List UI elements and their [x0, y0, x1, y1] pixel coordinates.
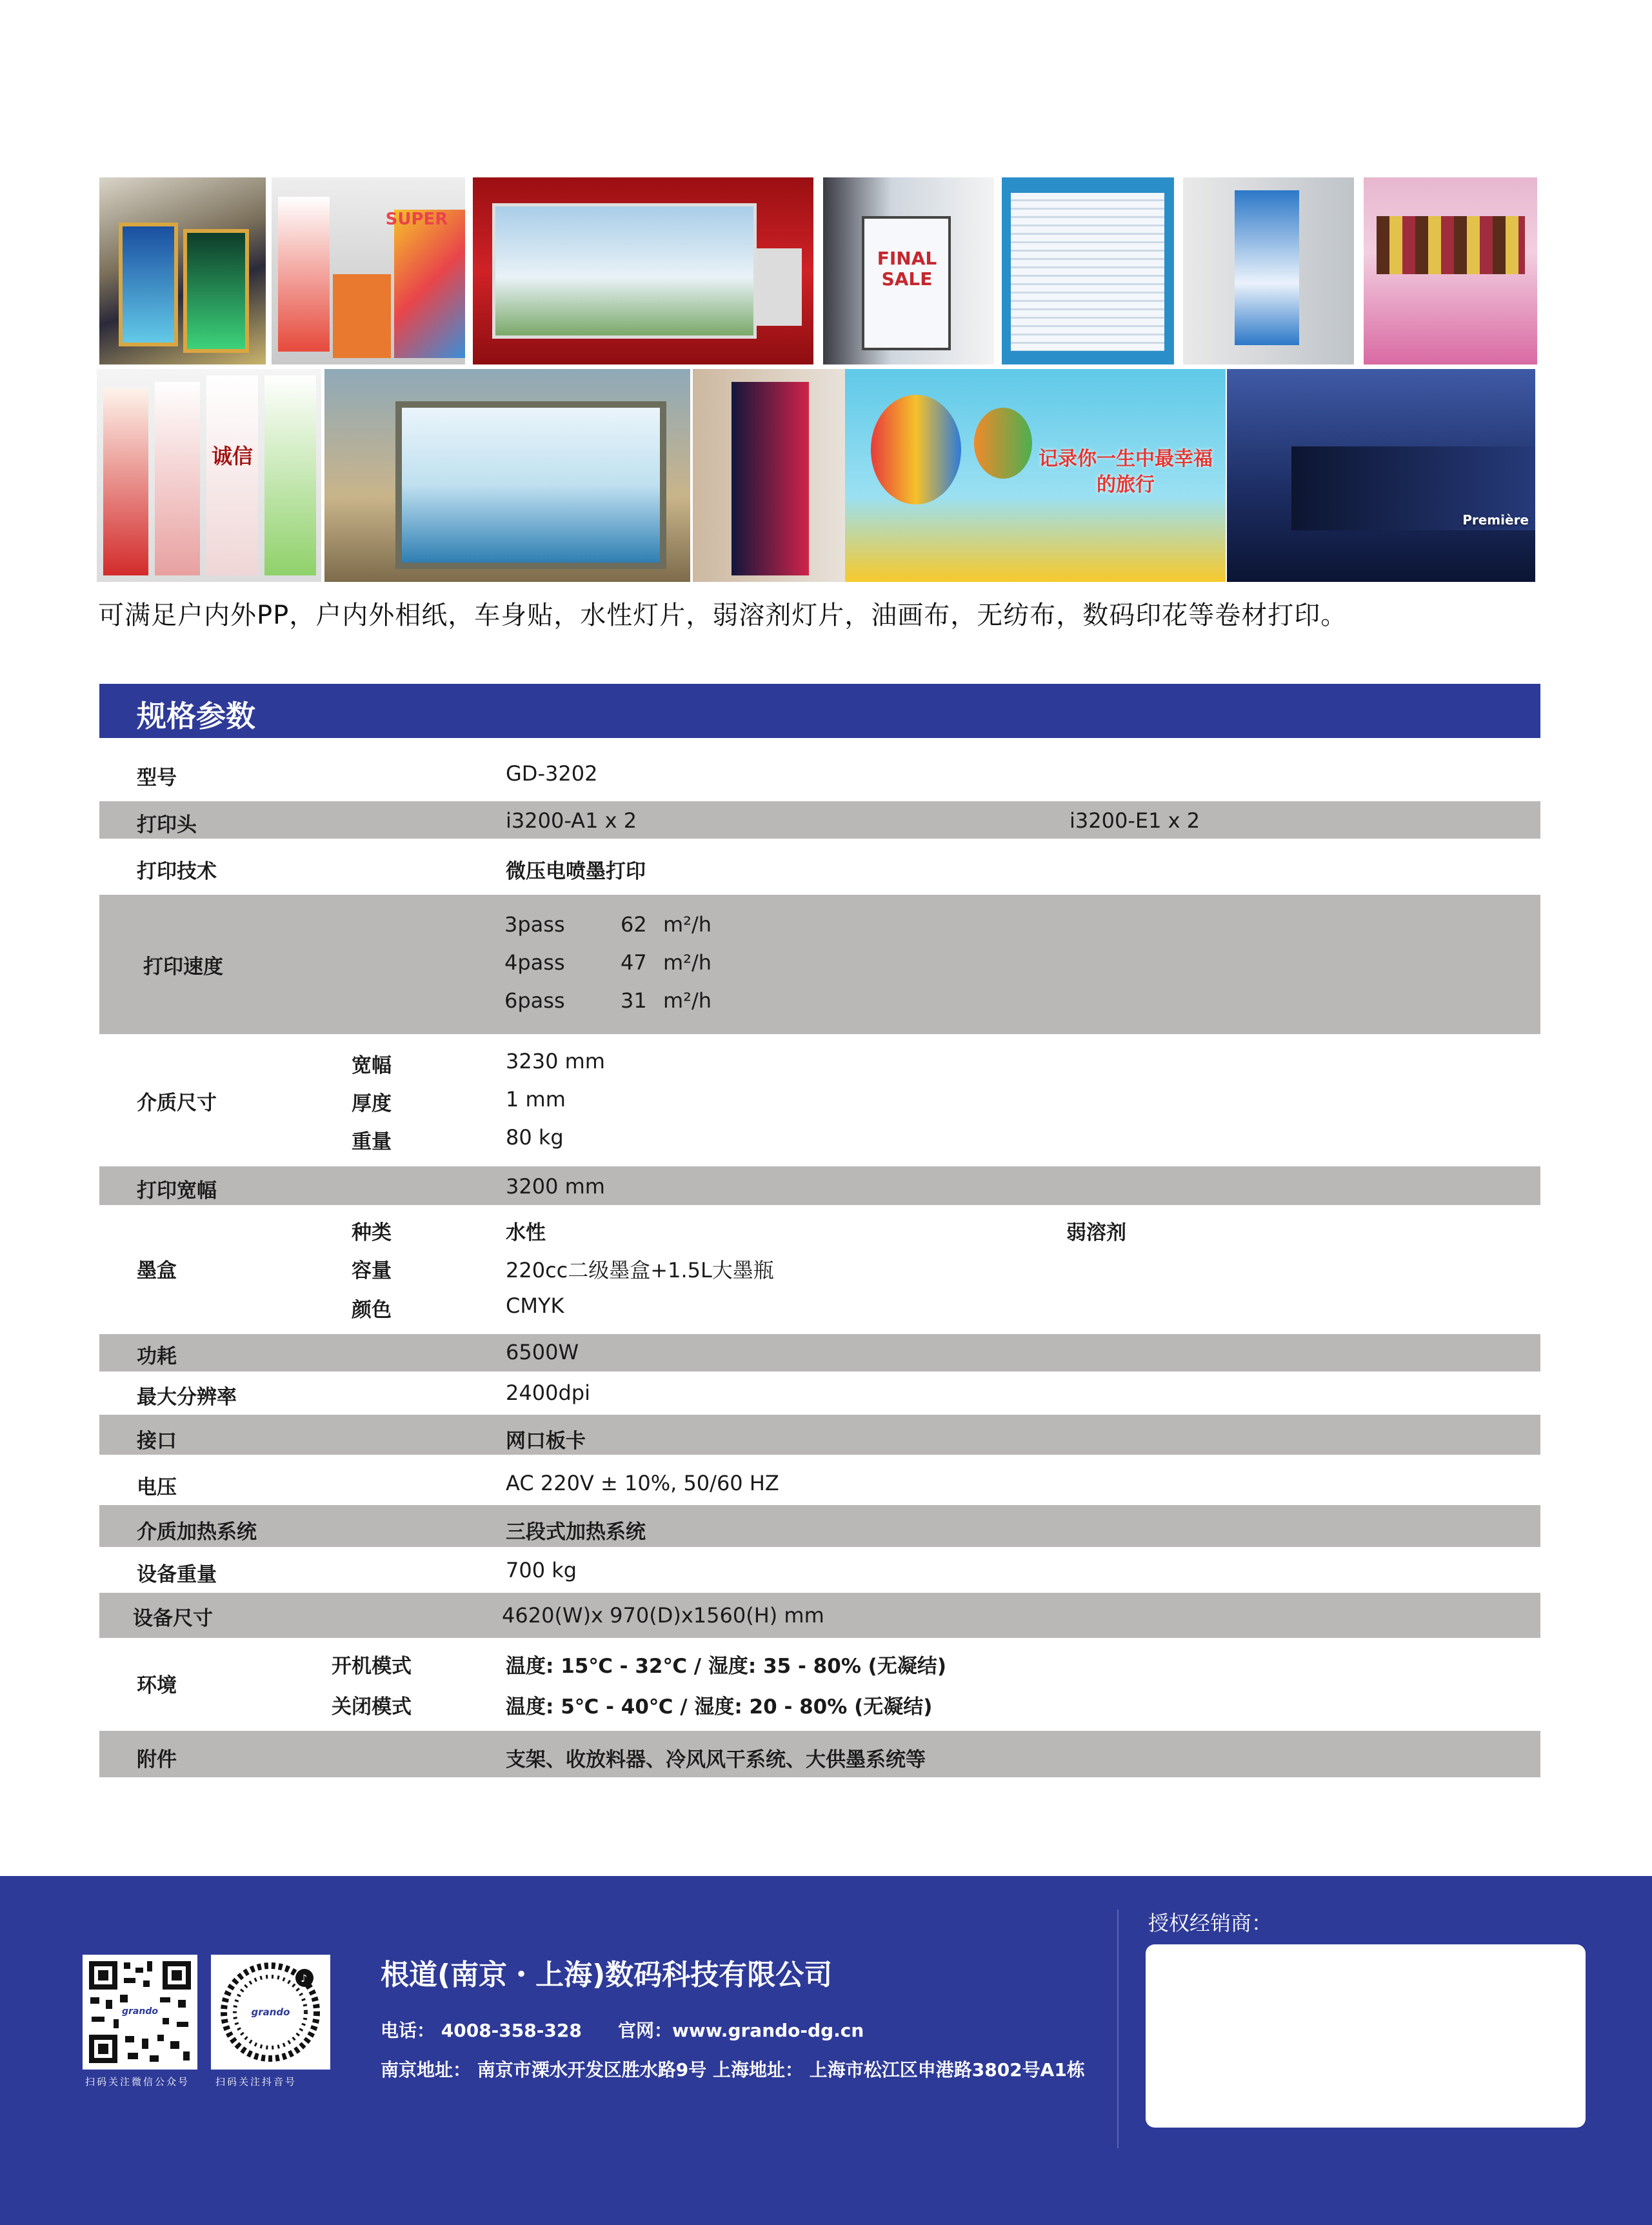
- spec-value-resolution: 2400dpi: [506, 1381, 590, 1405]
- company-name: 根道(南京・上海)数码科技有限公司: [381, 1959, 833, 1991]
- spec-label-environment: 环境: [137, 1674, 177, 1697]
- dealer-label: 授权经销商：: [1148, 1911, 1273, 1935]
- photo-label-final-sale: FINAL SALE: [877, 248, 937, 290]
- photo-label-super: SUPER: [385, 210, 448, 229]
- photo-rollup-banner-booth: [272, 177, 465, 364]
- ink-value-type-a: 水性: [506, 1221, 546, 1244]
- photo-label-premiere: Première: [1462, 512, 1529, 528]
- photo-label-chengxin: 诚信: [211, 444, 253, 468]
- douyin-qr-caption: 扫码关注抖音号: [215, 2076, 297, 2088]
- row-band-print-speed: [99, 895, 1540, 1034]
- env-sub-on: 开机模式: [332, 1655, 412, 1678]
- spec-label-print-tech: 打印技术: [137, 860, 217, 883]
- env-value-off: 温度: 5℃ - 40℃ / 湿度: 20 - 80% (无凝结): [506, 1695, 933, 1719]
- photo-wall-lightbox: [473, 177, 813, 364]
- ink-sub-capacity: 容量: [352, 1259, 392, 1282]
- photo-notice-board: [1002, 177, 1174, 364]
- company-website[interactable]: 官网：www.grando-dg.cn: [618, 2020, 864, 2041]
- speed-pass-2: 4pass: [504, 950, 565, 975]
- speed-unit-1: m²/h: [663, 912, 712, 937]
- spec-value-model: GD-3202: [506, 761, 598, 786]
- media-sub-width: 宽幅: [352, 1054, 392, 1077]
- wechat-qr-caption: 扫码关注微信公众号: [85, 2076, 190, 2088]
- photo-balloon-wall: [845, 369, 1226, 582]
- speed-pass-1: 3pass: [504, 912, 565, 937]
- svg-text:♪: ♪: [301, 1972, 308, 1984]
- ink-sub-type: 种类: [352, 1221, 392, 1244]
- speed-value-2: 47: [621, 950, 647, 975]
- media-value-width: 3230 mm: [506, 1049, 605, 1073]
- speed-unit-3: m²/h: [663, 988, 712, 1013]
- row-band-heating: [99, 1505, 1540, 1547]
- photo-label-balloon-slogan: 记录你一生中最幸福的旅行: [1039, 448, 1213, 496]
- spec-label-print-head: 打印头: [137, 813, 197, 837]
- spec-value-print-head-b: i3200-E1 x 2: [1070, 808, 1200, 833]
- spec-value-interface: 网口板卡: [506, 1430, 586, 1453]
- spec-value-print-tech: 微压电喷墨打印: [506, 860, 646, 883]
- spec-label-power: 功耗: [137, 1345, 177, 1368]
- spec-value-heating: 三段式加热系统: [506, 1521, 646, 1544]
- company-phone: 电话： 4008-358-328: [381, 2020, 582, 2041]
- row-band-interface: [99, 1415, 1540, 1455]
- spec-value-weight: 700 kg: [506, 1558, 577, 1582]
- photo-box-display: [693, 369, 845, 582]
- spec-label-voltage: 电压: [137, 1476, 177, 1499]
- spec-label-resolution: 最大分辨率: [137, 1386, 237, 1409]
- spec-label-model: 型号: [137, 766, 177, 790]
- spec-label-weight: 设备重量: [137, 1563, 217, 1586]
- ink-value-capacity: 220cc二级墨盒+1.5L大墨瓶: [506, 1258, 774, 1282]
- spec-value-accessories: 支架、收放料器、冷风风干系统、大供墨系统等: [506, 1748, 926, 1771]
- media-sub-weight: 重量: [352, 1130, 392, 1153]
- photo-poster-stands: [99, 177, 266, 364]
- douyin-qr-brand: grando: [251, 2006, 290, 2018]
- spec-label-accessories: 附件: [137, 1748, 177, 1771]
- speed-pass-3: 6pass: [504, 988, 565, 1013]
- spec-header: [99, 684, 1540, 738]
- company-address: 南京地址： 南京市溧水开发区胜水路9号 上海地址： 上海市松江区申港路3802号A1栋: [381, 2059, 1085, 2080]
- env-sub-off: 关闭模式: [332, 1695, 412, 1719]
- spec-value-voltage: AC 220V ± 10%, 50/60 HZ: [506, 1471, 779, 1495]
- spec-label-size: 设备尺寸: [133, 1607, 213, 1630]
- spec-value-print-width: 3200 mm: [506, 1174, 605, 1199]
- footer-divider: [1117, 1910, 1119, 2148]
- spec-title: 规格参数: [137, 699, 255, 733]
- speed-value-3: 31: [621, 988, 647, 1013]
- spec-label-media-size: 介质尺寸: [137, 1092, 217, 1115]
- env-value-on: 温度: 15℃ - 32℃ / 湿度: 35 - 80% (无凝结): [506, 1655, 947, 1678]
- media-sub-thickness: 厚度: [352, 1092, 392, 1115]
- photo-final-sale: [823, 177, 994, 364]
- ink-value-type-b: 弱溶剂: [1066, 1221, 1126, 1244]
- douyin-qr-code[interactable]: [211, 1955, 330, 2070]
- ink-sub-color: 颜色: [352, 1299, 392, 1322]
- photo-chinese-banners: [97, 369, 321, 582]
- spec-value-size: 4620(W)x 970(D)x1560(H) mm: [502, 1603, 824, 1628]
- gallery-caption: 可满足户内外PP，户内外相纸，车身贴，水性灯片，弱溶剂灯片，油画布，无纺布，数码印花等卷材打印。: [98, 601, 1348, 630]
- media-value-thickness: 1 mm: [506, 1087, 566, 1112]
- spec-value-power: 6500W: [506, 1340, 579, 1364]
- media-value-weight: 80 kg: [506, 1125, 564, 1150]
- ink-value-color: CMYK: [506, 1293, 564, 1318]
- spec-label-ink: 墨盒: [137, 1259, 177, 1282]
- row-band-print-width: [99, 1166, 1540, 1205]
- photo-vehicle-night: [1227, 369, 1535, 582]
- photo-x-banner: [1183, 177, 1354, 364]
- wechat-qr-brand: grando: [122, 2006, 158, 2017]
- speed-unit-2: m²/h: [663, 950, 712, 975]
- spec-value-print-head-a: i3200-A1 x 2: [506, 808, 637, 833]
- row-band-print-head: [99, 801, 1540, 839]
- row-band-power: [99, 1334, 1540, 1372]
- spec-label-interface: 接口: [137, 1430, 177, 1453]
- photo-outdoor-lightbox: [324, 369, 690, 582]
- spec-label-heating: 介质加热系统: [137, 1521, 257, 1544]
- spec-label-print-speed: 打印速度: [143, 955, 223, 979]
- spec-label-print-width: 打印宽幅: [137, 1179, 217, 1202]
- dealer-stamp-box: [1146, 1944, 1586, 2128]
- wechat-qr-code[interactable]: [83, 1955, 197, 2070]
- photo-retail-display: [1364, 177, 1537, 364]
- speed-value-1: 62: [621, 912, 647, 937]
